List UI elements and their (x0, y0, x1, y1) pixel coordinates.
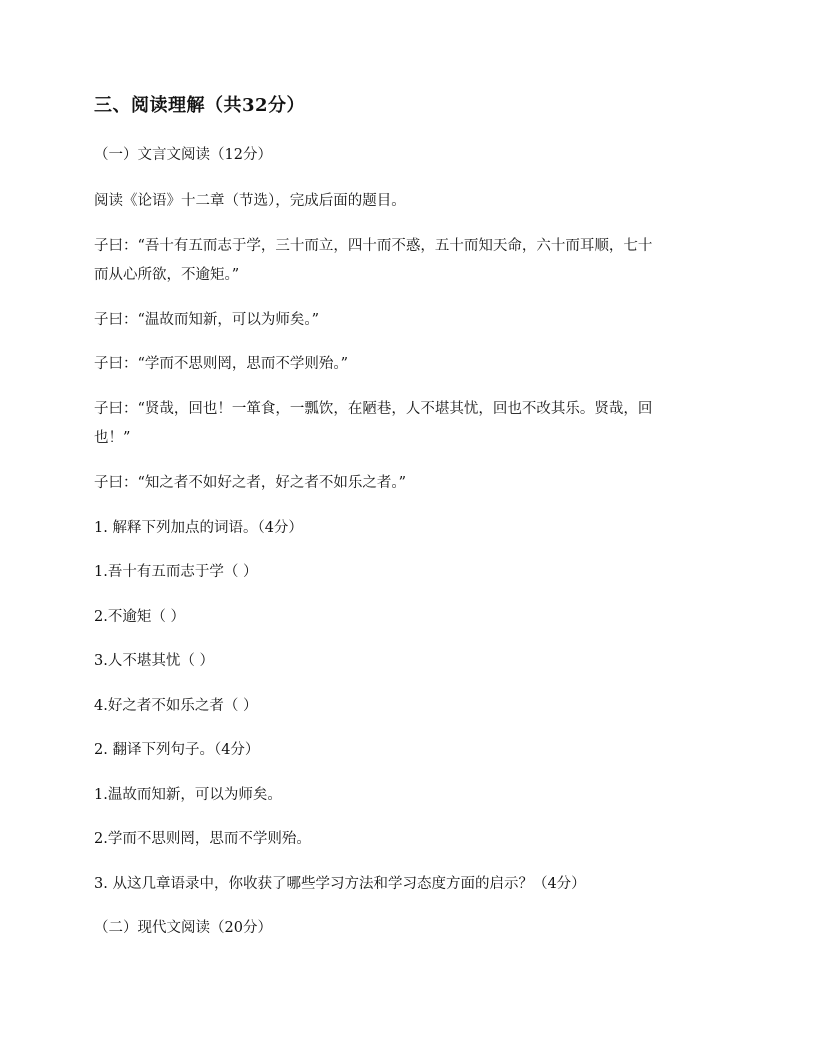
passage-1-line-2: 而从心所欲，不逾矩。” (94, 267, 240, 283)
subsection-title-classical: （一）文言文阅读（12分） (94, 147, 272, 163)
section-title: 三、阅读理解（共32分） (94, 95, 306, 116)
passage-5: 子曰：“知之者不如好之者，好之者不如乐之者。” (94, 475, 407, 491)
passage-4-line-2: 也！” (94, 430, 131, 446)
question-2-item: 1.温故而知新，可以为师矣。 (94, 787, 282, 803)
question-1-item: 4.好之者不如乐之者（ ） (94, 698, 258, 714)
question-1-item: 3.人不堪其忧（ ） (94, 653, 214, 669)
question-2-prompt: 2. 翻译下列句子。（4分） (94, 742, 260, 758)
reading-intro: 阅读《论语》十二章（节选），完成后面的题目。 (94, 193, 406, 209)
question-1-prompt: 1. 解释下列加点的词语。（4分） (94, 520, 303, 536)
question-2-item: 2.学而不思则罔，思而不学则殆。 (94, 831, 311, 847)
passage-3: 子曰：“学而不思则罔，思而不学则殆。” (94, 356, 349, 372)
subsection-title-modern: （二）现代文阅读（20分） (94, 920, 272, 936)
passage-1-line-1: 子曰：“吾十有五而志于学，三十而立，四十而不惑，五十而知天命，六十而耳顺，七十 (94, 238, 653, 254)
passage-2: 子曰：“温故而知新，可以为师矣。” (94, 312, 320, 328)
question-3-prompt: 3. 从这几章语录中，你收获了哪些学习方法和学习态度方面的启示？（4分） (94, 876, 586, 892)
passage-4-line-1: 子曰：“贤哉，回也！一箪食，一瓢饮，在陋巷，人不堪其忧，回也不改其乐。贤哉，回 (94, 401, 653, 417)
question-1-item: 1.吾十有五而志于学（ ） (94, 564, 258, 580)
question-1-item: 2.不逾矩（ ） (94, 609, 185, 625)
